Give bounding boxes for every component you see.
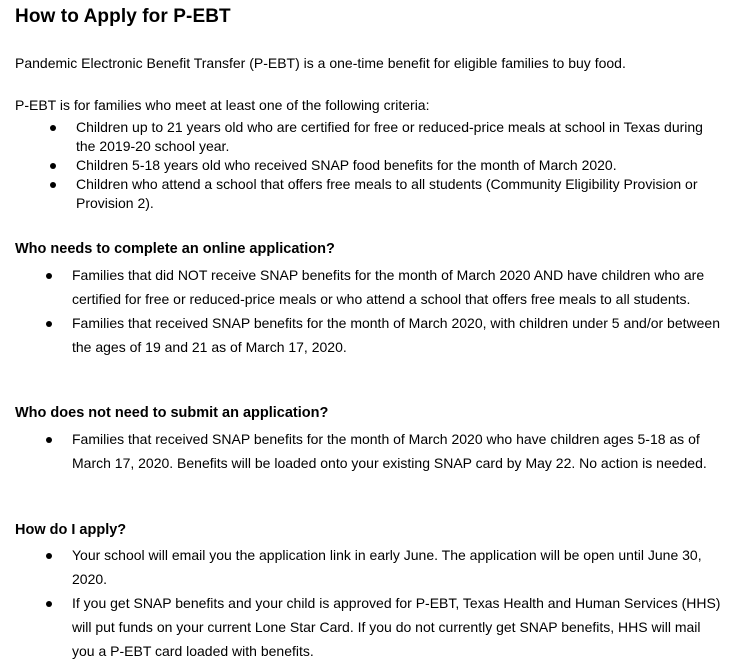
how-apply-list: [72, 543, 722, 663]
list-item-text: Families that received SNAP benefits for the month of March 2020 who have children ages 5-18 as of March 17, 2020. Benefits will be loaded onto your existing SNAP card by May 22. No action is needed.: [72, 431, 707, 471]
page-title: How to Apply for P-EBT: [15, 6, 231, 27]
list-item: [72, 591, 722, 663]
criteria-lead: P-EBT is for families who meet at least one of the following criteria:: [15, 97, 430, 113]
bullet-icon: [46, 437, 52, 443]
list-item: [72, 543, 722, 591]
list-item: [72, 263, 722, 311]
list-item-text: If you get SNAP benefits and your child is approved for P-EBT, Texas Health and Human Services (HHS) will put funds on your current Lone Star Card. If you do not currently get SNAP benefits, HHS will mail you a P-EBT card loaded with benefits.: [72, 595, 721, 659]
bullet-icon: [50, 163, 56, 169]
list-item-text: Families that did NOT receive SNAP benefits for the month of March 2020 AND have children who are certified for free or reduced-price meals or who attend a school that offers free meals to all students.: [72, 267, 705, 307]
list-item: [72, 311, 722, 359]
section-heading-who-needs: Who needs to complete an online application?: [15, 241, 335, 257]
who-not-list: [72, 427, 722, 475]
section-heading-how-apply: How do I apply?: [15, 522, 127, 538]
list-item: [76, 175, 721, 213]
criteria-list: [76, 118, 721, 213]
list-item-text: Children 5-18 years old who received SNAP food benefits for the month of March 2020.: [76, 157, 617, 173]
bullet-icon: [50, 125, 56, 131]
bullet-icon: [46, 273, 52, 279]
bullet-icon: [46, 553, 52, 559]
bullet-icon: [46, 321, 52, 327]
who-needs-list: [72, 263, 722, 359]
bullet-icon: [46, 601, 52, 607]
list-item-text: Children up to 21 years old who are certified for free or reduced-price meals at school in Texas during the 2019-20 school year.: [76, 119, 703, 154]
section-heading-who-not: Who does not need to submit an application?: [15, 405, 329, 421]
list-item: [76, 156, 721, 175]
list-item: [76, 118, 721, 156]
intro-paragraph: Pandemic Electronic Benefit Transfer (P-EBT) is a one-time benefit for eligible families to buy food.: [15, 55, 626, 71]
bullet-icon: [50, 182, 56, 188]
list-item-text: Families that received SNAP benefits for the month of March 2020, with children under 5 and/or between the ages of 19 and 21 as of March 17, 2020.: [72, 315, 720, 355]
list-item-text: Children who attend a school that offers free meals to all students (Community Eligibility Provision or Provision 2).: [76, 176, 698, 211]
list-item-text: Your school will email you the application link in early June. The application will be open until June 30, 2020.: [72, 547, 702, 587]
list-item: [72, 427, 722, 475]
